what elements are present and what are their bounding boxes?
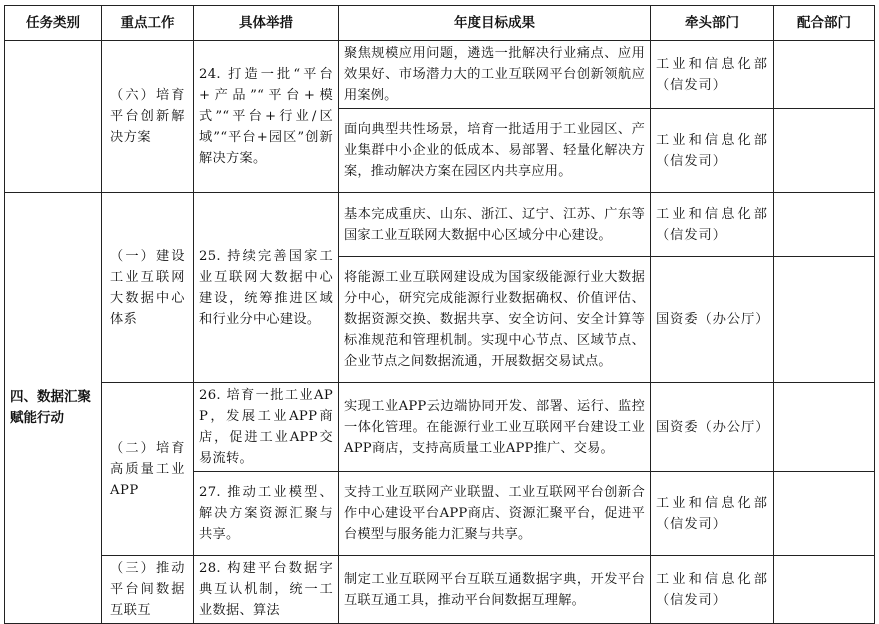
goal-cell: 实现工业APP云边端协同开发、部署、运行、监控一体化管理。在能源行业工业互联网平台建设工业APP商店，支持高质量工业APP推广、交易。 [339, 383, 651, 472]
task-type-cell [5, 41, 102, 193]
support-dept-cell [774, 257, 875, 383]
focus-work-cell: （一）建设工业互联网大数据中心体系 [102, 193, 194, 383]
goal-cell: 将能源工业互联网建设成为国家级能源行业大数据分中心，研究完成能源行业数据确权、价值评估、数据资源交换、数据共享、安全访问、安全计算等标准规范和管理机制。实现中心节点、区域节点、企业节点之间数据流通，开展数据交易试点。 [339, 257, 651, 383]
header-support-dept: 配合部门 [774, 6, 875, 41]
support-dept-cell [774, 556, 875, 624]
goal-cell: 基本完成重庆、山东、浙江、辽宁、江苏、广东等国家工业互联网大数据中心区域分中心建设。 [339, 193, 651, 257]
goal-cell: 聚焦规模应用问题，遴选一批解决行业痛点、应用效果好、市场潜力大的工业互联网平台创新领航应用案例。 [339, 41, 651, 109]
measure-cell: 28. 构建平台数据字典互认机制，统一工业数据、算法 [194, 556, 339, 624]
lead-dept-cell: 工业和信息化部（信发司） [651, 193, 774, 257]
lead-dept-cell: 工业和信息化部（信发司） [651, 472, 774, 556]
focus-work-cell: （六）培育平台创新解决方案 [102, 41, 194, 193]
measure-cell: 24. 打造一批“平台+产品”“平台+模式”“平台+行业/区域”“平台+园区”创新解决方案。 [194, 41, 339, 193]
lead-dept-cell: 工业和信息化部（信发司） [651, 109, 774, 193]
goal-cell: 支持工业互联网产业联盟、工业互联网平台创新合作中心建设平台APP商店、资源汇聚平台，促进平台模型与服务能力汇聚与共享。 [339, 472, 651, 556]
measure-cell: 27. 推动工业模型、解决方案资源汇聚与共享。 [194, 472, 339, 556]
measure-cell: 26. 培育一批工业APP，发展工业APP商店，促进工业APP交易流转。 [194, 383, 339, 472]
table-row [5, 193, 875, 257]
goal-cell: 面向典型共性场景，培育一批适用于工业园区、产业集群中小企业的低成本、易部署、轻量化解决方案，推动解决方案在园区内共享应用。 [339, 109, 651, 193]
header-annual-goals: 年度目标成果 [339, 6, 651, 41]
focus-work-cell: （二）培育高质量工业APP [102, 383, 194, 556]
header-lead-dept: 牵头部门 [651, 6, 774, 41]
lead-dept-cell: 工业和信息化部（信发司） [651, 41, 774, 109]
goal-cell: 制定工业互联网平台互联互通数据字典，开发平台互联互通工具，推动平台间数据互理解。 [339, 556, 651, 624]
support-dept-cell [774, 472, 875, 556]
table-row [5, 556, 875, 624]
support-dept-cell [774, 193, 875, 257]
support-dept-cell [774, 383, 875, 472]
task-type-cell: 四、数据汇聚赋能行动 [5, 193, 102, 624]
table-row [5, 383, 875, 472]
lead-dept-cell: 国资委（办公厅） [651, 383, 774, 472]
lead-dept-cell: 工业和信息化部（信发司） [651, 556, 774, 624]
header-focus-work: 重点工作 [102, 6, 194, 41]
support-dept-cell [774, 41, 875, 109]
measure-cell: 25. 持续完善国家工业互联网大数据中心建设，统筹推进区域和行业分中心建设。 [194, 193, 339, 383]
work-plan-table [4, 5, 875, 624]
lead-dept-cell: 国资委（办公厅） [651, 257, 774, 383]
support-dept-cell [774, 109, 875, 193]
focus-work-cell: （三）推动平台间数据互联互 [102, 556, 194, 624]
header-measures: 具体举措 [194, 6, 339, 41]
header-task-type: 任务类别 [5, 6, 102, 41]
table-row [5, 41, 875, 109]
header-row [5, 6, 875, 41]
